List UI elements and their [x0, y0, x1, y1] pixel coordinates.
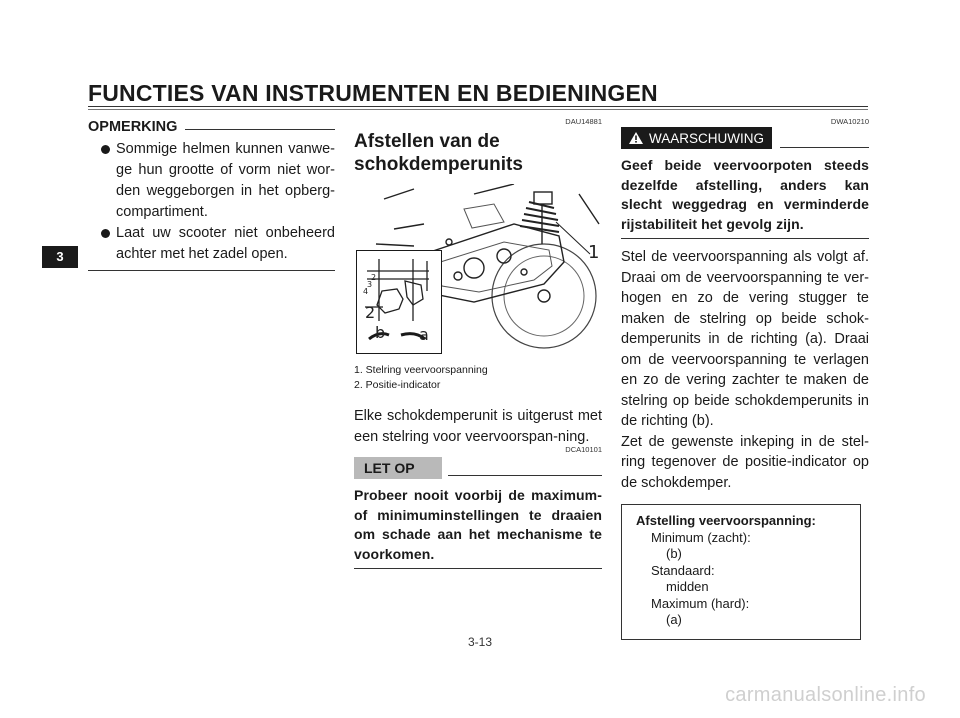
scale-mark-4: 4: [363, 287, 369, 296]
body-paragraph: Elke schokdemperunit is uitgerust met een stelring voor veervoorspan-ning.: [354, 408, 602, 445]
column-middle: [354, 117, 602, 569]
note-bullet-list: [88, 139, 335, 265]
spec-std-value: midden: [666, 579, 709, 594]
section-code: DAU14881: [565, 117, 602, 126]
instructions-paragraph: Zet de gewenste inkeping in de stel-ring tegenover de positie-indicator op de schokdemper.: [621, 433, 869, 491]
direction-label-a: a: [419, 325, 429, 344]
specification-box: [621, 504, 861, 640]
warning-triangle-icon: [629, 132, 643, 144]
note-heading: [88, 117, 335, 137]
spec-max-value: (a): [666, 612, 682, 627]
column-left: [88, 117, 335, 271]
header-rule: [88, 106, 868, 107]
spec-max-label: Maximum (hard):: [651, 595, 750, 611]
note-bullet-text: Laat uw scooter niet onbeheerd achter met het zadel open.: [116, 225, 335, 262]
watermark: carmanualsonline.info: [725, 684, 926, 706]
note-end-rule: [88, 270, 335, 271]
spec-std-label: Standaard:: [651, 562, 715, 578]
notice-end-rule: [354, 568, 602, 569]
chapter-tab: 3: [42, 246, 78, 268]
spec-min-value: (b): [666, 546, 682, 561]
note-bullet: [88, 139, 335, 223]
figure-caption: [354, 363, 602, 393]
note-heading-rule: [185, 129, 335, 130]
instructions-paragraph: Stel de veervoorspanning als volgt af. Draai om de veervoorspanning te ver-hogen en zo de vering stugger te maken de stelring op beide schok-demperunits in de richting (a). Draai om de veervoorspanning te verlagen en zo de vering zachter te maken de stelring op beide schokdemperunits in de richting (b).: [621, 249, 869, 429]
scale-mark-3: 3: [367, 280, 373, 289]
warning-label-box: [621, 127, 772, 149]
notice-heading-rule: [448, 475, 602, 476]
bullet-dot-icon: [101, 229, 110, 238]
note-bullet-text: Sommige helmen kunnen vanwe-ge hun grootte of vorm niet wor-den weggeborgen in het opberg-compartiment.: [116, 141, 335, 220]
column-right: [621, 117, 869, 640]
direction-label-b: b: [375, 323, 386, 342]
notice-label: LET OP: [354, 457, 442, 479]
notice-heading: [354, 457, 602, 479]
section-title: Afstellen van de schokdemperunits: [354, 131, 523, 175]
note-bullet: [88, 223, 335, 265]
notice-text: Probeer nooit voorbij de maximum- of minimuminstellingen te draaien om schade aan het mechanisme te voorkomen.: [354, 487, 602, 562]
scale-mark-2: 2: [371, 273, 377, 282]
callout-2: 2: [365, 303, 376, 322]
page-header-title: FUNCTIES VAN INSTRUMENTEN EN BEDIENINGEN: [88, 80, 658, 106]
notice-code: DCA10101: [565, 445, 602, 454]
spec-min-label: Minimum (zacht):: [651, 529, 751, 545]
caption-line: 1. Stelring veervoorspanning: [354, 364, 488, 376]
figure-inset-detail: [356, 250, 442, 354]
warning-code: DWA10210: [830, 117, 869, 126]
caption-line: 2. Positie-indicator: [354, 379, 441, 391]
spec-title: Afstelling veervoorspanning:: [636, 513, 816, 528]
page-number: 3-13: [467, 635, 493, 649]
warning-label: WAARSCHUWING: [649, 130, 764, 146]
warning-end-rule: [621, 238, 869, 239]
callout-1: 1: [588, 242, 600, 263]
header-rule-thin: [88, 109, 868, 110]
shock-absorber-figure: [354, 184, 602, 361]
bullet-dot-icon: [101, 145, 110, 154]
note-heading-label: OPMERKING: [88, 119, 178, 135]
warning-heading: [621, 127, 869, 149]
warning-heading-rule: [780, 147, 869, 148]
warning-text: Geef beide veervoorpoten steeds dezelfde afstelling, anders kan slecht weggedrag en verminderde rijstabiliteit het gevolg zijn.: [621, 157, 869, 232]
